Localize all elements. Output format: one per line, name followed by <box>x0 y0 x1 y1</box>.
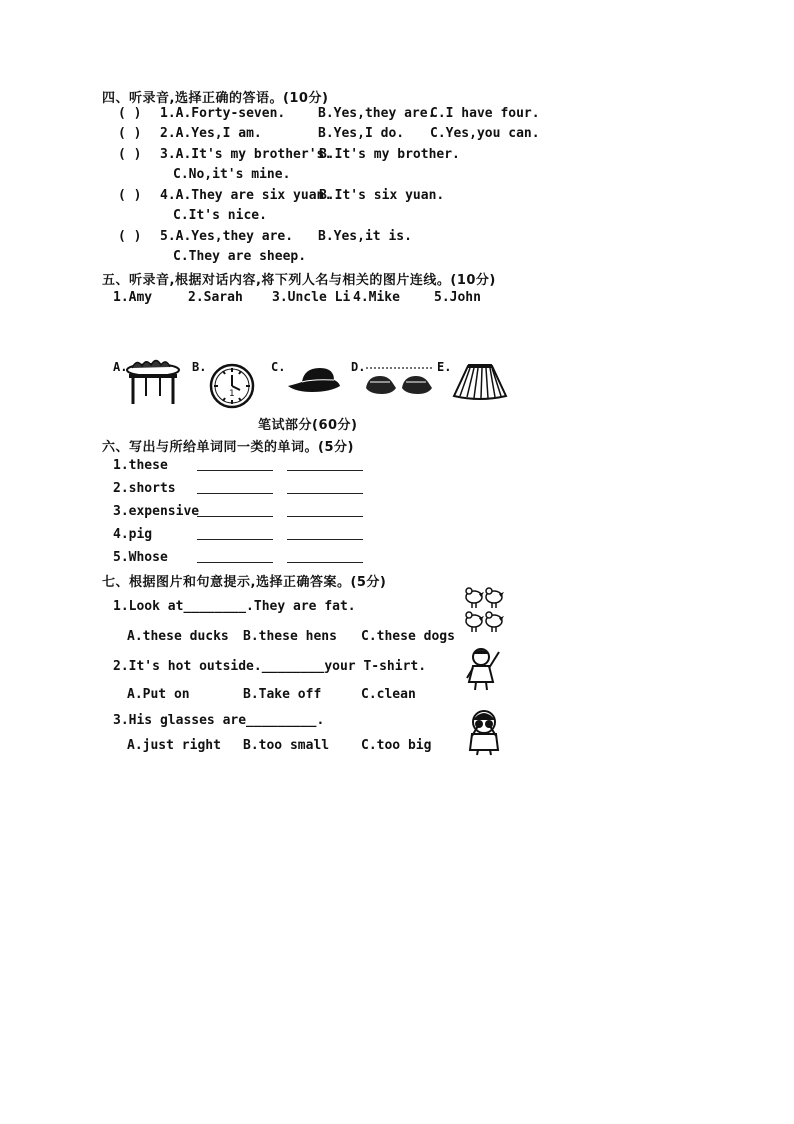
table-with-food-picture[interactable] <box>124 356 182 406</box>
q4-5-option-b: B.Yes,it is. <box>318 229 412 244</box>
word-whose: 5.Whose <box>113 550 168 565</box>
q4-1-option-a: 1.A.Forty-seven. <box>160 106 286 121</box>
q4-4-option-b: B.It's six yuan. <box>319 188 445 203</box>
section4-title: 四、听录音,选择正确的答语。(10分) <box>102 91 329 106</box>
name-mike[interactable]: 4.Mike <box>353 290 400 305</box>
pic-label-c: C. <box>271 360 286 374</box>
answer-bracket-1[interactable]: ( ) <box>118 106 142 121</box>
name-sarah[interactable]: 2.Sarah <box>188 290 243 305</box>
q7-1-option-b[interactable]: B.these hens <box>243 629 337 644</box>
q7-3-sentence: 3.His glasses are_________. <box>113 713 325 728</box>
answer-line-2b[interactable] <box>287 493 363 494</box>
boy-glasses-picture <box>466 708 502 756</box>
q4-1-option-c: C.I have four. <box>430 106 540 121</box>
q4-3-option-a: 3.A.It's my brother's. <box>160 147 333 162</box>
q4-2-option-c: C.Yes,you can. <box>430 126 540 141</box>
section7-title: 七、根据图片和句意提示,选择正确答案。(5分) <box>102 575 387 590</box>
pic-label-a: A. <box>113 360 128 374</box>
answer-bracket-4[interactable]: ( ) <box>118 188 142 203</box>
q4-5-option-a: 5.A.Yes,they are. <box>160 229 294 244</box>
answer-line-4b[interactable] <box>287 539 363 540</box>
word-these: 1.these <box>113 458 168 473</box>
name-uncle-li[interactable]: 3.Uncle Li <box>272 290 351 305</box>
q4-4-option-a: 4.A.They are six yuan. <box>160 188 333 203</box>
hat-picture[interactable] <box>284 364 342 396</box>
q7-2-option-c[interactable]: C.clean <box>361 687 416 702</box>
pic-label-d: D. <box>351 360 366 374</box>
q7-2-option-a[interactable]: A.Put on <box>127 687 190 702</box>
section5-title: 五、听录音,根据对话内容,将下列人名与相关的图片连线。(10分) <box>102 273 496 288</box>
q4-3-option-c: C.No,it's mine. <box>173 167 291 182</box>
answer-line-5b[interactable] <box>287 562 363 563</box>
q7-3-option-b[interactable]: B.too small <box>243 738 330 753</box>
q7-1-option-a[interactable]: A.these ducks <box>127 629 229 644</box>
q7-3-option-a[interactable]: A.just right <box>127 738 221 753</box>
answer-line-1b[interactable] <box>287 470 363 471</box>
q4-2-option-a: 2.A.Yes,I am. <box>160 126 262 141</box>
written-part-title: 笔试部分(60分) <box>258 418 358 433</box>
name-amy[interactable]: 1.Amy <box>113 290 153 305</box>
answer-line-3b[interactable] <box>287 516 363 517</box>
q4-2-option-b: B.Yes,I do. <box>318 126 405 141</box>
q4-3-option-b: B.It's my brother. <box>319 147 460 162</box>
answer-line-3a[interactable] <box>197 516 273 517</box>
q7-1-option-c[interactable]: C.these dogs <box>361 629 455 644</box>
skirt-picture[interactable] <box>450 362 510 402</box>
shoes-picture[interactable] <box>362 364 438 398</box>
section6-title: 六、写出与所给单词同一类的单词。(5分) <box>102 440 354 455</box>
name-john[interactable]: 5.John <box>434 290 481 305</box>
answer-line-1a[interactable] <box>197 470 273 471</box>
pic-label-b: B. <box>192 360 207 374</box>
q7-1-sentence: 1.Look at________.They are fat. <box>113 599 356 614</box>
answer-line-2a[interactable] <box>197 493 273 494</box>
q4-4-option-c: C.It's nice. <box>173 208 267 223</box>
clock-picture[interactable] <box>208 362 256 410</box>
answer-bracket-5[interactable]: ( ) <box>118 229 142 244</box>
word-expensive: 3.expensive <box>113 504 200 519</box>
q7-3-option-c[interactable]: C.too big <box>361 738 432 753</box>
kid-tshirt-picture <box>465 646 505 692</box>
word-shorts: 2.shorts <box>113 481 176 496</box>
hens-picture <box>463 586 505 634</box>
q4-1-option-b: B.Yes,they are. <box>318 106 436 121</box>
q7-2-option-b[interactable]: B.Take off <box>243 687 322 702</box>
q4-5-option-c: C.They are sheep. <box>173 249 307 264</box>
answer-line-5a[interactable] <box>197 562 273 563</box>
svg-text:1: 1 <box>229 389 235 399</box>
q7-2-sentence: 2.It's hot outside.________your T-shirt. <box>113 659 427 674</box>
answer-line-4a[interactable] <box>197 539 273 540</box>
answer-bracket-2[interactable]: ( ) <box>118 126 142 141</box>
word-pig: 4.pig <box>113 527 153 542</box>
pic-label-e: E. <box>437 360 452 374</box>
answer-bracket-3[interactable]: ( ) <box>118 147 142 162</box>
